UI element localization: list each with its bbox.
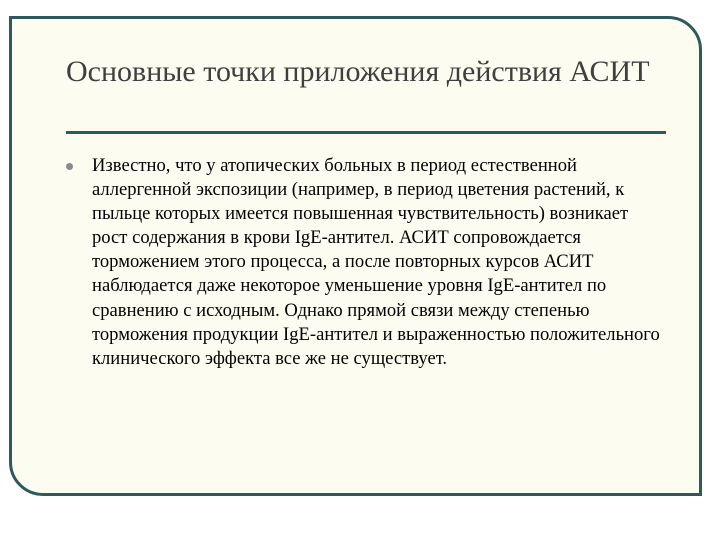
- title-underline-divider: [66, 131, 666, 134]
- bullet-text: Известно, что у атопических больных в период естественной аллергенной экспозиции (например, в период цветения растений, к пыльце которых имеется повышенная чувствительность) возникает рост содержания в крови IgE-антител. АСИТ сопровождается торможением этого процесса, а после повторных курсов АСИТ наблюдается даже некоторое уменьшение уровня IgE-антител по сравнению с исходным. Однако прямой связи между степенью торможения продукции IgE-антител и выраженностью положительного клинического эффекта все же не существует.: [92, 155, 660, 369]
- bullet-dot-icon: [66, 163, 73, 170]
- slide-title: Основные точки приложения действия АСИТ: [66, 55, 650, 88]
